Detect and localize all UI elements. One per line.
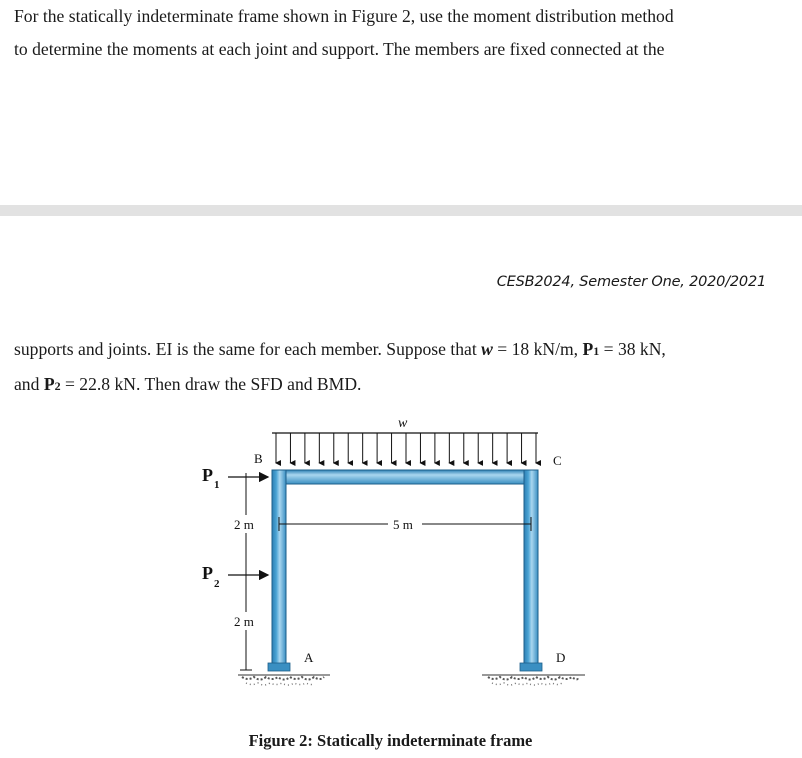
base-plate-a	[268, 663, 290, 671]
load-p2	[202, 563, 268, 590]
page-divider	[0, 205, 802, 216]
w-symbol: w	[481, 339, 493, 359]
problem-line-4b: = 22.8 kN. Then draw the SFD and BMD.	[60, 374, 362, 394]
dimension-5m: 5 m	[393, 517, 413, 532]
problem-line-2: to determine the moments at each joint and support. The members are fixed connected at the	[14, 39, 665, 59]
problem-paragraph-2	[14, 333, 666, 403]
ground-support-a	[238, 675, 330, 685]
dimension-2m-bottom: 2 m	[234, 614, 254, 629]
problem-line-1: For the statically indeterminate frame shown in Figure 2, use the moment distribution method	[14, 6, 674, 26]
p1-subscript: 1	[214, 479, 220, 491]
p1-label: P	[202, 465, 213, 485]
problem-line-3c: = 38 kN,	[599, 339, 666, 359]
p2-label: P	[202, 563, 213, 583]
w-label: w	[398, 416, 408, 431]
load-p1	[202, 465, 268, 491]
p1-symbol: P1	[582, 339, 600, 359]
p2-symbol: P2	[43, 374, 61, 394]
frame-figure	[180, 405, 600, 705]
support-a-label: A	[304, 650, 314, 665]
column-ab	[272, 470, 286, 670]
dimension-horizontal	[279, 515, 531, 533]
problem-line-4a: and	[14, 374, 44, 394]
dimension-2m-top: 2 m	[234, 517, 254, 532]
support-d-label: D	[556, 650, 566, 665]
joint-c-label: C	[553, 453, 562, 468]
dimension-vertical	[232, 473, 262, 670]
distributed-load	[272, 433, 538, 463]
problem-paragraph-1	[14, 0, 674, 66]
p2-subscript: 2	[214, 578, 220, 590]
beam-bc	[272, 470, 538, 484]
problem-line-3a: supports and joints. EI is the same for each member. Suppose that	[14, 339, 482, 359]
problem-line-3b: = 18 kN/m,	[492, 339, 583, 359]
joint-b-label: B	[254, 451, 263, 466]
figure-caption: Figure 2: Statically indeterminate frame	[248, 731, 533, 750]
course-header: CESB2024, Semester One, 2020/2021	[496, 274, 766, 290]
base-plate-d	[520, 663, 542, 671]
frame-diagram	[180, 405, 600, 705]
ground-support-d	[482, 675, 585, 685]
column-cd	[524, 470, 538, 670]
